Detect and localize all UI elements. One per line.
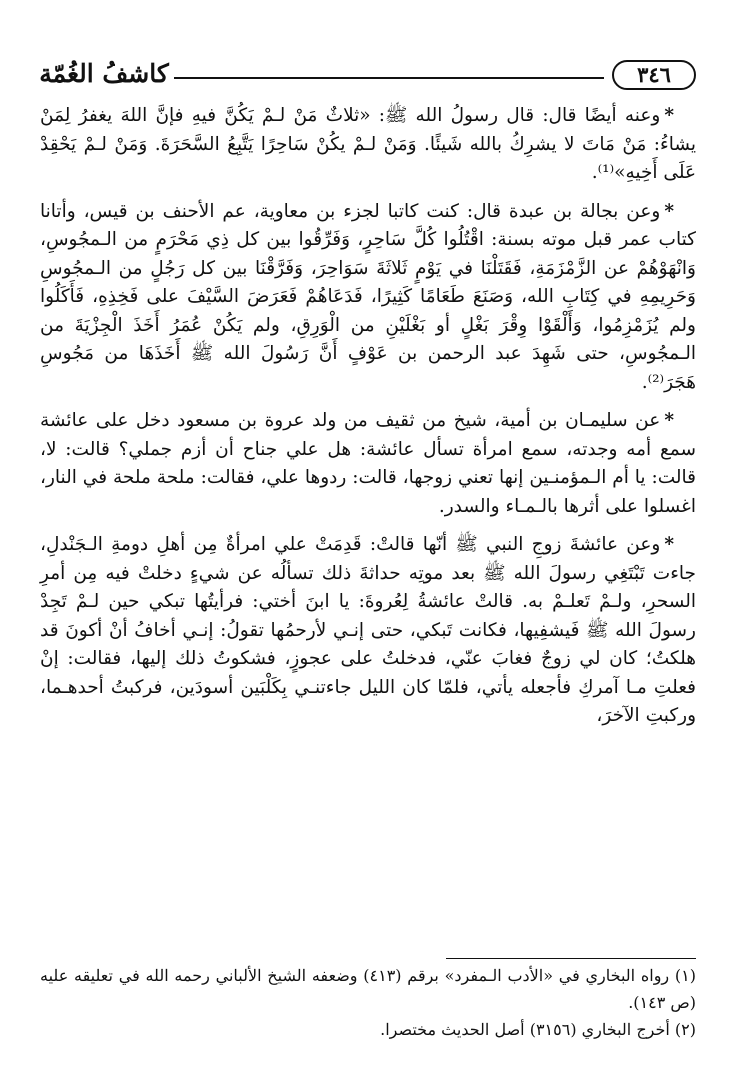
star-marker: * bbox=[664, 410, 674, 431]
footnote-2: (٢) أخرج البخاري (٣١٥٦) أصل الحديث مختصرا. bbox=[380, 1020, 696, 1039]
star-marker: * bbox=[664, 200, 674, 222]
paragraph-2 bbox=[40, 198, 696, 398]
star-marker: * bbox=[664, 534, 674, 555]
book-title: كاشفُ الغُمّة bbox=[39, 59, 169, 88]
paragraph-text: وعنه أيضًا قال: قال رسولُ الله ﷺ: «ثلاثٌ مَنْ لـمْ يَكُنَّ فيهِ فإنَّ اللهَ يغفرُ لِمَنْ يشاءُ: مَنْ مَاتَ لا يشرِكُ بالله شَيئًا. وَمَنْ لـمْ يكُنْ سَاحِرًا يَتَّبِعُ السَّحَرَةَ. وَمَنْ لـمْ يَحْقِدْ عَلَى أَخِيهِ»⁽¹⁾. bbox=[40, 105, 696, 183]
footnote-1: (١) رواه البخاري في «الأدب الـمفرد» برقم (٤١٣) وضعفه الشيخ الألباني رحمه الله في تعليقه عليه (ص ١٤٣). bbox=[40, 966, 696, 1012]
paragraph-1 bbox=[40, 102, 696, 188]
page-body bbox=[40, 102, 696, 731]
paragraph-4 bbox=[40, 531, 696, 731]
footnote-separator bbox=[446, 958, 696, 959]
star-marker: * bbox=[664, 105, 674, 126]
page-header bbox=[36, 56, 696, 96]
paragraph-text: وعن عائشةَ زوجِ النبي ﷺ أنّها قالتْ: قَدِمَتْ علي امرأةٌ مِن أهلِ دومةِ الـجَنْدلِ، جاءت تَبْتَغِي رسولَ الله ﷺ بعد موتِه حداثةَ ذلك تسألُه عن شيءٍ دخلتْ فيه مِن أمرِ السحرِ، ولـمْ تَعلـمْ به. قالتْ عائشةُ لِعُروةَ: يا ابنَ أختي: فرأيتُها تبكي حين لـمْ تَجِدْ رسولَ الله ﷺ فَيشفِيها، فكانت تَبكي، حتى إنـي لأرحمُها تقولُ: إنـي أخافُ أنْ أكونَ قد هلكتُ؛ كان لي زوجٌ فغابَ عنّي، فدخلتُ على عجوزٍ، فشكوتُ ذلك إليها، فقالت: إنْ فعلتِ مـا آمركِ فأجعله يأتي، فلمّا كان الليل جاءتنـي بِكَلْبَين أسودَين، فركبتُ أحدهـما، وركبتِ الآخرَ، bbox=[40, 534, 696, 726]
footnotes bbox=[40, 962, 696, 1043]
paragraph-3 bbox=[40, 407, 696, 521]
page-number: ٣٤٦ bbox=[612, 60, 696, 90]
paragraph-text: عن سليمـان بن أمية، شيخ من ثقيف من ولد عروة بن مسعود دخل على عائشة سمع أمه وجدته، سمع امرأة تسأل عائشة: هل علي جناح أن أزم جملي؟ قالت: لا، قالت: يا أم الـمؤمنـين إنها تعني زوجها، قالت: ردوها علي، فقالت: ملحة ملحة في النار، اغسلوا على أثرها بالـمـاء والسدر. bbox=[40, 410, 696, 517]
header-rule bbox=[174, 77, 604, 79]
paragraph-text: وعن بجالة بن عبدة قال: كنت كاتبا لجزء بن معاوية، عم الأحنف بن قيس، وأتانا كتاب عمر قبل موته بسنة: اقْتُلُوا كُلَّ سَاحِرٍ، وَفَرِّقُوا بين كل ذِي مَحْرَمٍ من الـمجُوسِ، وَانْهَوْهُمْ عن الزَّمْزَمَةِ، فَقَتَلْنَا في يَوْمٍ ثَلاثَةَ سَوَاحِرَ، وَفَرَّقْنَا بين كل رَجُلٍ من الـمجُوسِ وَحَرِيمِهِ في كِتَابِ الله، وَصَنَعَ طَعَامًا كَثِيرًا، فَدَعَاهُمْ فَعَرَضَ السَّيْفَ على فَخِذِهِ، فَأَكَلُوا ولم يُزَمْزِمُوا، وَأَلْقَوْا وِقْرَ بَغْلٍ أو بَغْلَيْنِ من الْوَرِقِ، ولم يَكُنْ عُمَرُ أَخَذَ الْجِزْيَةَ من الـمجُوسِ، حتى شَهِدَ عبد الرحمن بن عَوْفٍ أَنَّ رَسُولَ الله ﷺ أَخَذَهَا من مَجُوسِ هَجَرَ⁽²⁾. bbox=[40, 200, 696, 393]
